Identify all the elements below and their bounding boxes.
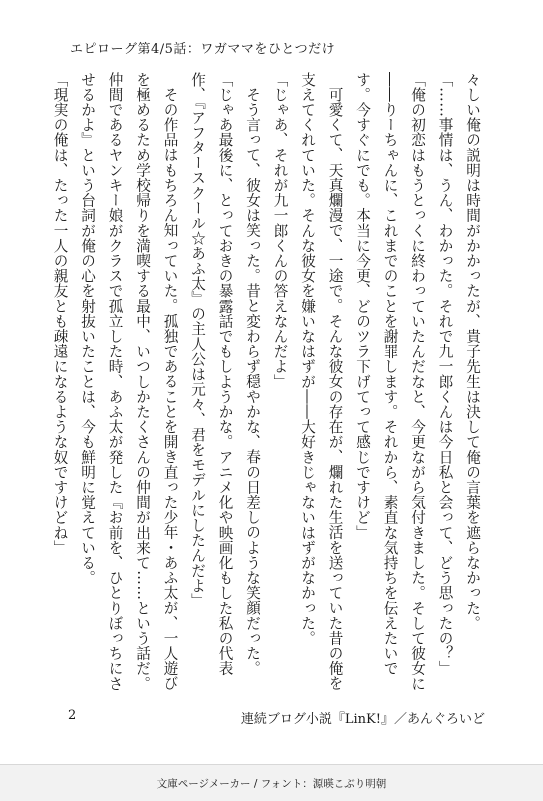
paragraph: 「じゃあ最後に、とっておきの暴露話でもしようかな。アニメ化や映画化もした私の代表作、『アフタースクール☆あふ太』の主人公は元々、君をモデルにしたんだよ」 [189, 72, 234, 676]
credit-text: 文庫ページメーカー / フォント：源暎こぶり明朝 [156, 777, 387, 790]
paragraph: 「俺の初恋はもうとっくに終わっていたんだなと、今更ながら気付きました。そして彼女に――りーちゃんに、これまでのことを謝罪します。それから、素直な気持ちを伝えたいです。今すぐにでも。本当に今更、どのツラ下げてって感じですけど」 [354, 72, 426, 692]
paragraph: その作品はもちろん知っていた。孤独であることを開き直った少年・あふ太が、一人遊びを極めるため学校帰りを満喫する最中、いつしかたくさんの仲間が出来て……という話だ。仲間であるヤンキー娘がクラスで孤立した時、あふ太が発した『お前を、ひとりぼっちにさせるかよ』という台詞が俺の心を射抜いたことは、今も鮮明に覚えている。 [79, 72, 179, 692]
credit-bar [0, 764, 543, 801]
paragraph: 「じゃあ、それが九一郎くんの答えなんだよ」 [271, 72, 289, 390]
paragraph: 可愛くて、天真爛漫で、一途で。そんな彼女の存在が、爛れた生活を送っていた昔の俺を支えてくれていた。そんな彼女を嫌いなはずが――大好きじゃないはずがなかった。 [299, 72, 344, 691]
vertical-body-text [51, 72, 486, 692]
paragraph: そう言って、彼女は笑った。昔と変わらず穏やかな、春の日差しのような笑顔だった。 [244, 86, 261, 676]
page-number: 2 [68, 708, 77, 723]
paragraph: 「現実の俺は、たった一人の親友とも疎遠になるような奴ですけどね」 [51, 72, 69, 556]
paragraph: 々しい俺の説明は時間がかかったが、貴子先生は決して俺の言葉を遮らなかった。 [464, 72, 481, 631]
paragraph: 「……事情は、うん、わかった。それで九一郎くんは今日私と会って、どう思ったの？」 [436, 72, 454, 676]
series-title: 連続ブログ小説『LinK!』／あんぐろいど [240, 712, 485, 727]
chapter-header: エピローグ第4/5話：ワガママをひとつだけ [70, 42, 336, 57]
